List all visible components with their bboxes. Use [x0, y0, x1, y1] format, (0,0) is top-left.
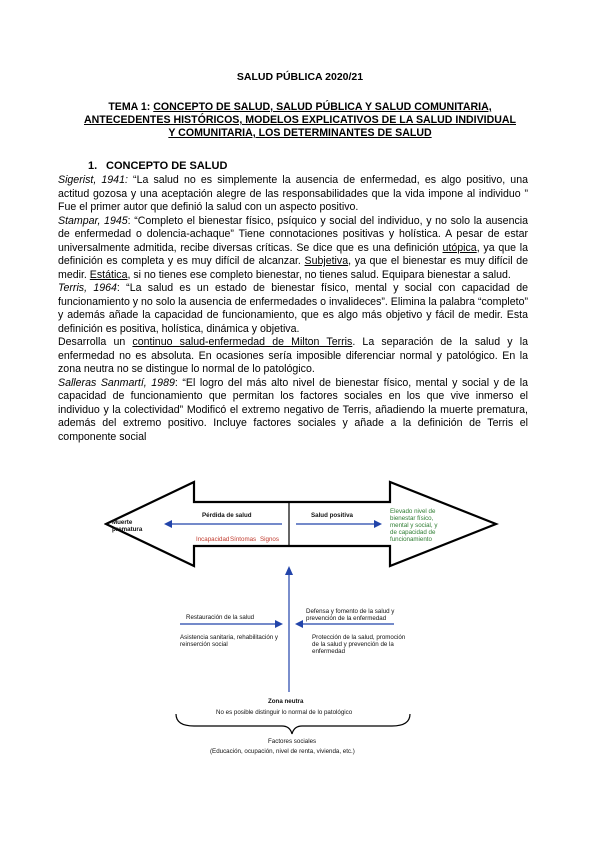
- label-elevado-nivel: Elevado nivel de bienestar físico, mental y social, y de capacidad de funcionamiento: [390, 508, 438, 543]
- stampar-text-1: : “Completo el bienestar físico, psíquico y social del individuo, y no solo la ausencia de enfermedad o dolencia-achaque” Tiene connotaciones positivas y holística. A pesar de estar universalmente admitida, recibe diversas críticas. Se dice que es una definición: [58, 214, 528, 254]
- label-no-posible: No es posible distinguir lo normal de lo patológico: [216, 709, 353, 716]
- protection-arrowhead: [295, 620, 303, 628]
- author-stampar: Stampar, 1945: [58, 214, 128, 227]
- author-salleras: Salleras Sanmartí, 1989: [58, 376, 175, 389]
- section-body: [58, 174, 528, 444]
- document-title: SALUD PÚBLICA 2020/21: [236, 71, 364, 83]
- label-factores-detail: (Educación, ocupación, nivel de renta, vivienda, etc.): [210, 748, 355, 755]
- salleras-text: : “El logro del más alto nivel de bienestar físico, mental y social y de la capacidad de funcionamiento que permitan los factores sociales en los que vive inmerso el individuo y la colectividad” Modificó el extremo negativo de Terris, añadiendo la muerte prematura, además del extremo positivo. Incluye factores sociales y añade a la definición de Terris el componente social: [58, 376, 528, 443]
- paragraph-sigerist: [58, 174, 528, 215]
- topic-line-1: CONCEPTO DE SALUD, SALUD PÚBLICA Y SALUD COMUNITARIA,: [153, 101, 492, 113]
- restoration-arrowhead: [275, 620, 283, 628]
- label-salud-positiva: Salud positiva: [311, 512, 353, 519]
- continuo-term: continuo salud-enfermedad de Milton Terris: [132, 336, 353, 348]
- section-title: CONCEPTO DE SALUD: [106, 160, 228, 172]
- label-muerte-prematura: Muerte prematura: [112, 519, 143, 533]
- section-heading: [88, 160, 227, 172]
- term-subjetiva: Subjetiva: [304, 255, 349, 267]
- neutral-arrowhead: [285, 566, 293, 575]
- stampar-text-2: , ya que la definición es completa y es muy difícil de alcanzar.: [58, 241, 528, 267]
- label-factores-sociales: Factores sociales: [268, 738, 317, 745]
- topic-line-3: Y COMUNITARIA, LOS DETERMINANTES DE SALUD: [168, 127, 432, 139]
- term-estatica: Estática: [89, 268, 128, 281]
- paragraph-salleras: [58, 377, 528, 445]
- label-restauracion: Restauración de la salud: [186, 614, 255, 621]
- stampar-text-3: , ya que el bienestar es muy difícil de medir.: [58, 255, 528, 281]
- author-sigerist: Sigerist, 1941:: [58, 174, 128, 186]
- label-defensa: Defensa y fomento de la salud y prevención de la enfermedad: [306, 608, 395, 622]
- paragraph-terris: [58, 282, 528, 336]
- label-incapacidad: Incapacidad: [196, 536, 230, 543]
- sigerist-text: “La salud no es simplemente la ausencia de enfermedad, es algo positivo, una actitud gozosa y una aceptación alegre de las responsabilidades que la vida impone al individuo ” Fue el primer autor que definió la salud con un aspecto positivo.: [58, 174, 528, 213]
- topic-line-2: ANTECEDENTES HISTÓRICOS, MODELOS EXPLICATIVOS DE LA SALUD INDIVIDUAL: [83, 114, 516, 126]
- label-asistencia: Asistencia sanitaria, rehabilitación y reinserción social: [180, 634, 279, 648]
- social-factors-brace: [176, 714, 410, 734]
- section-number: 1.: [88, 160, 98, 172]
- continuo-prefix: Desarrolla un: [58, 336, 133, 348]
- label-proteccion: Protección de la salud, promoción de la salud y prevención de la enfermedad: [312, 634, 406, 655]
- topic-heading: [66, 101, 534, 140]
- paragraph-stampar: [58, 215, 528, 283]
- label-signos: Signos: [260, 536, 279, 543]
- continuo-text: . La separación de la salud y la enfermedad no es absoluta. En ocasiones sería imposible diferenciar normal y patológico. En la zona neutra no se distingue lo normal de lo patológico.: [58, 336, 528, 375]
- terris-text: : “La salud es un estado de bienestar físico, mental y social con capacidad de funcionamiento y no solo la ausencia de enfermedades o invalideces”. Elimina la palabra “completo” y además añade la capacidad de funcionamiento, que es algo más objetivo y fácil de medir. Esta definición es positiva, holística, dinámica y objetiva.: [58, 282, 528, 335]
- health-continuum-diagram: [104, 478, 499, 768]
- label-sintomas: Síntomas: [230, 536, 257, 543]
- paragraph-continuo: [58, 336, 528, 377]
- topic-prefix: TEMA 1:: [108, 101, 154, 113]
- stampar-text-4: , si no tienes ese completo bienestar, no tienes salud. Equipara bienestar a salud.: [127, 268, 511, 281]
- label-perdida-salud: Pérdida de salud: [202, 512, 252, 519]
- term-utopica: utópica: [442, 241, 477, 254]
- label-zona-neutra: Zona neutra: [268, 698, 304, 705]
- author-terris: Terris, 1964: [58, 282, 117, 294]
